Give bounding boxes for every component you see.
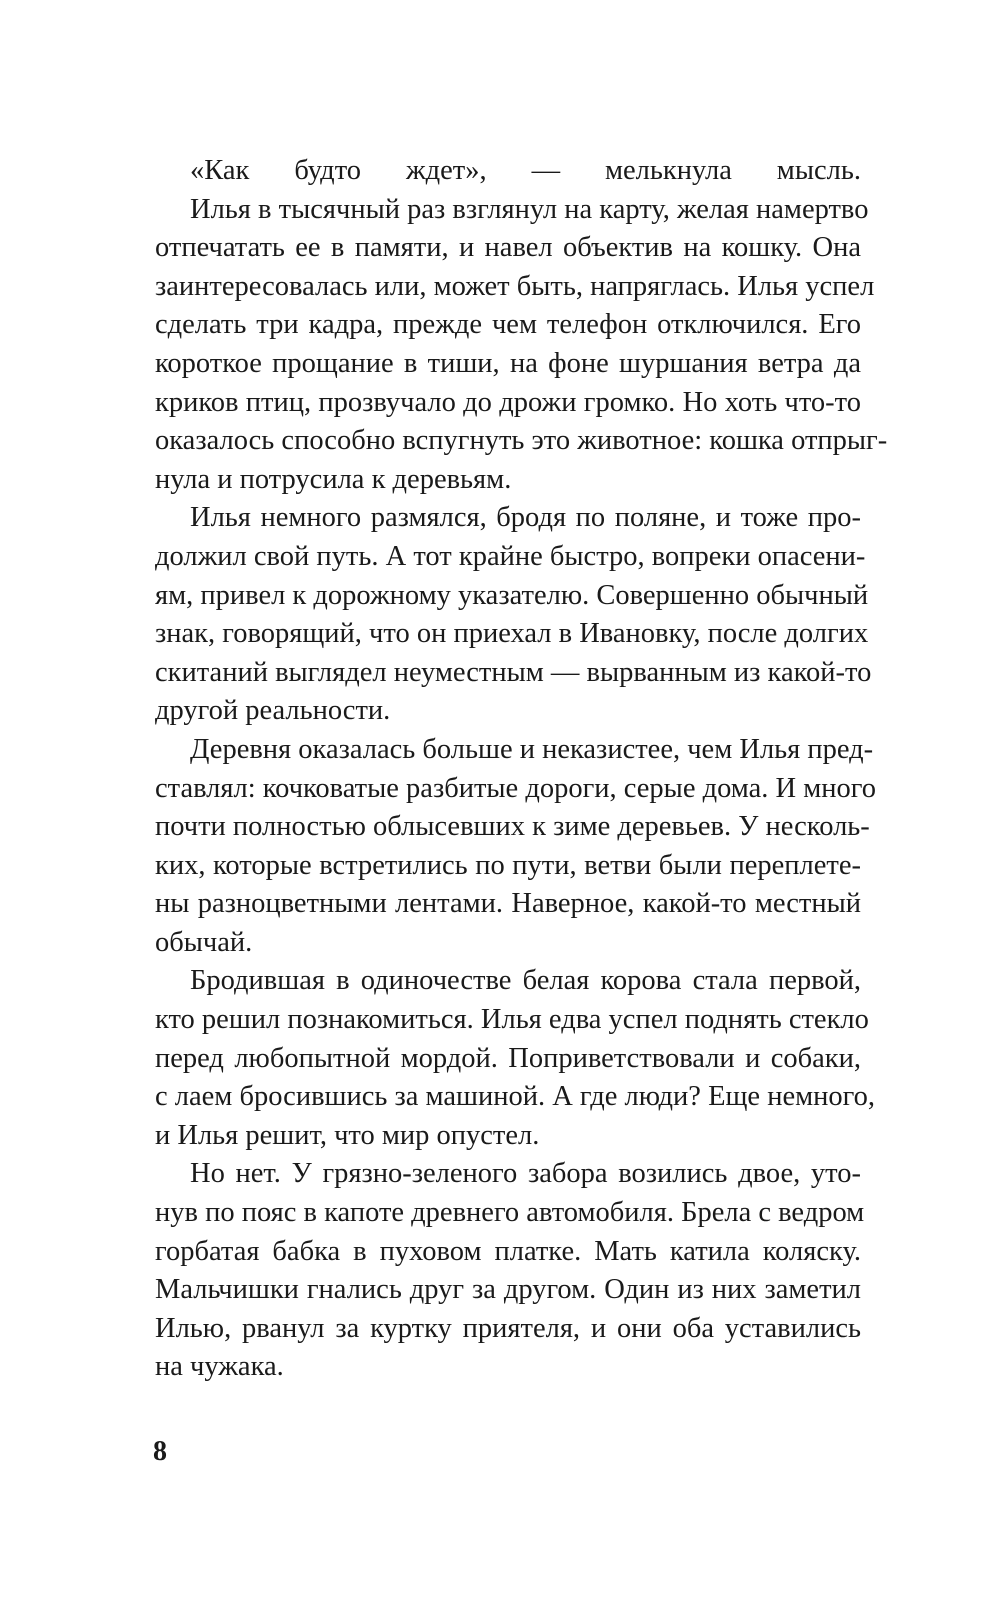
page-text [155, 152, 888, 1387]
bird-track [195, 1536, 217, 1556]
bird-track [222, 1494, 244, 1515]
text-line: «Как будто ждет», — мелькнула мысль. [190, 155, 861, 186]
text-line: Илья в тысячный раз взглянул на карту, желая намертво [190, 193, 869, 225]
text-line: ны разноцветными лентами. Наверное, какой-то местный [155, 888, 861, 920]
text-line: ям, привел к дорожному указателю. Совершенно обычный [155, 579, 869, 611]
text-line: нула и потрусила к деревьям. [155, 463, 512, 495]
bird-track [49, 1420, 72, 1444]
text-line: знак, говорящий, что он приехал в Ивановку, после долгих [155, 618, 869, 650]
text-line: нув по пояс в капоте древнего автомобиля. Брела с ведром [155, 1197, 865, 1229]
text-line: Мальчишки гнались друг за другом. Один из них заметил [155, 1274, 861, 1306]
bird-track [85, 1496, 109, 1519]
bird-track [389, 1504, 411, 1524]
text-line: заинтересовалась или, может быть, напряглась. Илья успел [155, 270, 875, 302]
text-line: криков птиц, прозвучало до дрожи громко. Но хоть что-то [155, 386, 861, 418]
text-line: на чужака. [155, 1351, 284, 1383]
bird-track [444, 1537, 465, 1556]
text-line: почти полностью облысевших к зиме деревьев. У несколь- [155, 811, 870, 843]
bird-track [136, 1527, 158, 1548]
text-line: другой реальности. [155, 695, 391, 727]
bird-track [274, 1495, 296, 1515]
text-line: Но нет. У грязно-зеленого забора возились двое, уто- [190, 1158, 861, 1190]
text-line: скитаний выглядел неуместным — вырванным из какой-то [155, 656, 872, 688]
text-line: короткое прощание в тиши, на фоне шуршания ветра да [155, 347, 861, 379]
bird-track [4, 1390, 27, 1414]
text-line: Илья немного размялся, бродя по поляне, и тоже про- [190, 502, 861, 534]
bird-track [81, 1454, 105, 1478]
bird-track [123, 1485, 147, 1508]
bird-track [39, 1382, 62, 1406]
text-line: Илью, рванул за куртку приятеля, и они оба уставились [155, 1312, 861, 1344]
text-line: Бродившая в одиночестве белая корова стала первой, [190, 965, 861, 997]
text-line: ставлял: кочковатые разбитые дороги, серые дома. И много [155, 772, 877, 804]
text-line: сделать три кадра, прежде чем телефон отключился. Его [155, 309, 861, 341]
bird-track [408, 1567, 429, 1586]
text-line: горбатая бабка в пуховом платке. Мать катила коляску. [155, 1235, 861, 1267]
text-line: обычай. [155, 926, 253, 958]
bird-track [436, 1569, 455, 1587]
page-number: 8 [153, 1436, 167, 1467]
text-line: перед любопытной мордой. Поприветствовали и собаки, [155, 1042, 861, 1074]
text-line: кто решил познакомиться. Илья едва успел поднять стекло [155, 1004, 869, 1036]
text-line: отпечатать ее в памяти, и навел объектив на кошку. Она [155, 232, 861, 264]
bird-track [170, 1501, 193, 1523]
bird-track [36, 1462, 60, 1486]
text-line: должил свой путь. А тот крайне быстро, вопреки опасени- [155, 540, 866, 572]
text-line: с лаем бросившись за машиной. А где люди? Еще немного, [155, 1081, 875, 1113]
bird-track [366, 1537, 385, 1555]
bird-track [310, 1535, 329, 1553]
text-line: ких, которые встретились по пути, ветви были переплете- [155, 849, 861, 881]
text-line: оказалось способно вспугнуть это животное: кошка отпрыг- [155, 425, 888, 457]
text-line: Деревня оказалась больше и неказистее, чем Илья пред- [190, 733, 874, 765]
bird-track [333, 1494, 354, 1513]
bird-track [253, 1535, 274, 1554]
text-line: и Илья решит, что мир опустел. [155, 1119, 540, 1151]
